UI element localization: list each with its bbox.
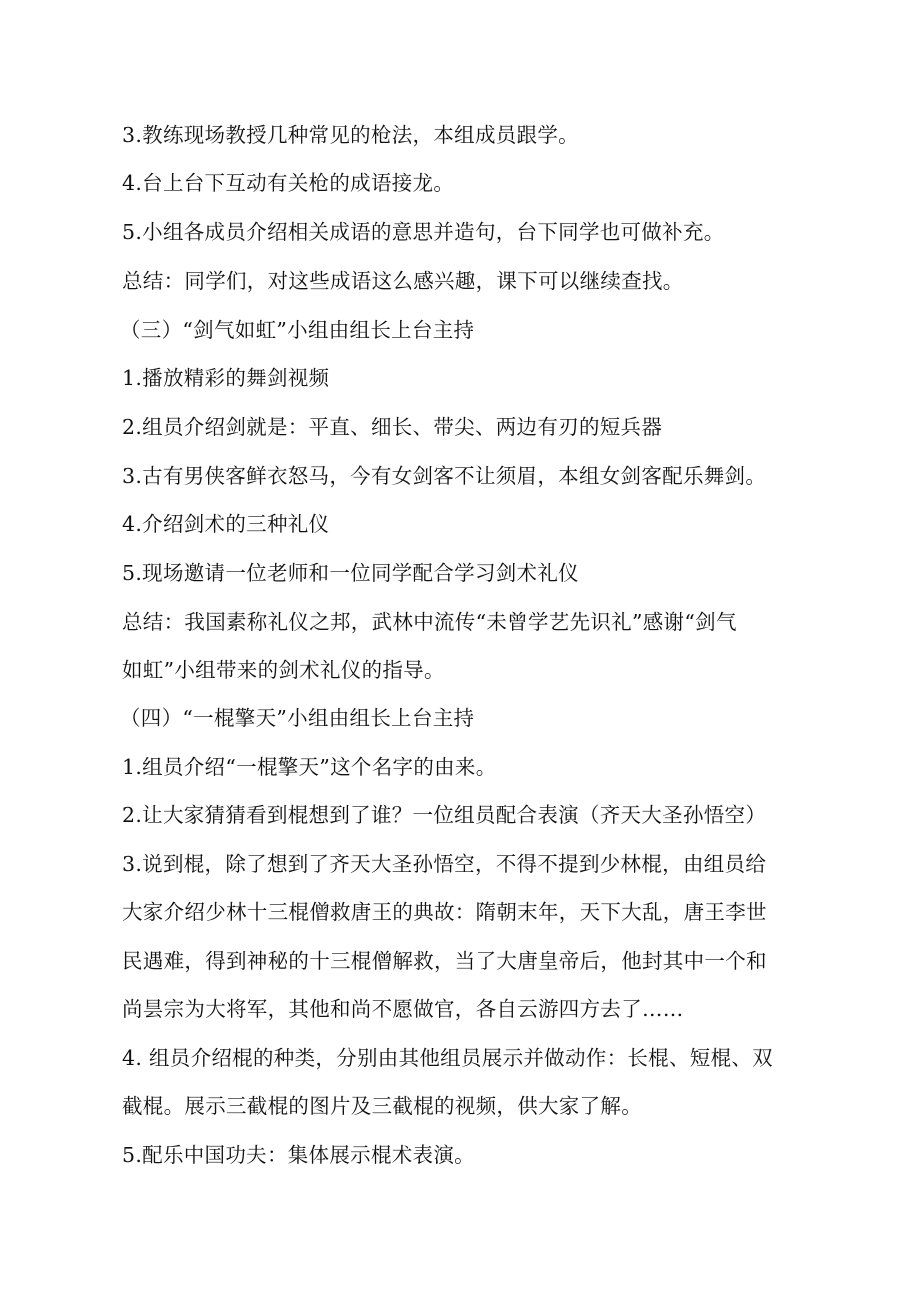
text-line: 3.古有男侠客鲜衣怒马，今有女剑客不让须眉，本组女剑客配乐舞剑。 — [122, 464, 767, 488]
text-line: 5.小组各成员介绍相关成语的意思并造句，台下同学也可做补充。 — [122, 220, 725, 244]
text-line: 2.组员介绍剑就是：平直、细长、带尖、两边有刃的短兵器 — [122, 415, 663, 439]
text-line: 民遇难，得到神秘的十三棍僧解救，当了大唐皇帝后，他封其中一个和 — [122, 949, 767, 973]
text-line: 4.台上台下互动有关枪的成语接龙。 — [122, 171, 455, 195]
text-line: 3.教练现场教授几种常见的枪法，本组成员跟学。 — [122, 123, 579, 147]
text-line: 3.说到棍，除了想到了齐天大圣孙悟空，不得不提到少林棍，由组员给 — [122, 852, 767, 876]
text-line: 4.介绍剑术的三种礼仪 — [122, 512, 330, 536]
text-line: 2.让大家猜猜看到棍想到了谁？一位组员配合表演（齐天大圣孙悟空） — [122, 803, 767, 827]
text-line: 1.播放精彩的舞剑视频 — [122, 366, 330, 390]
text-line: 1.组员介绍“一棍擎天”这个名字的由来。 — [122, 755, 497, 779]
text-line: 尚昙宗为大将军，其他和尚不愿做官，各自云游四方去了…… — [122, 997, 684, 1021]
text-line: 总结：我国素称礼仪之邦，武林中流传“未曾学艺先识礼”感谢“剑气 — [122, 610, 737, 634]
text-line: 4. 组员介绍棍的种类，分别由其他组员展示并做动作：长棍、短棍、双 — [122, 1046, 773, 1070]
section-heading: （三）“剑气如虹”小组由组长上台主持 — [120, 318, 475, 342]
section-heading: （四）“一棍擎天”小组由组长上台主持 — [120, 706, 475, 730]
text-line: 5.现场邀请一位老师和一位同学配合学习剑术礼仪 — [122, 561, 579, 585]
text-line: 5.配乐中国功夫：集体展示棍术表演。 — [122, 1143, 475, 1167]
text-line: 截棍。展示三截棍的图片及三截棍的视频，供大家了解。 — [122, 1094, 642, 1118]
text-line: 总结：同学们，对这些成语这么感兴趣，课下可以继续查找。 — [122, 269, 684, 293]
text-line: 如虹”小组带来的剑术礼仪的指导。 — [122, 658, 445, 682]
text-line: 大家介绍少林十三棍僧救唐王的典故：隋朝末年，天下大乱，唐王李世 — [122, 900, 767, 924]
